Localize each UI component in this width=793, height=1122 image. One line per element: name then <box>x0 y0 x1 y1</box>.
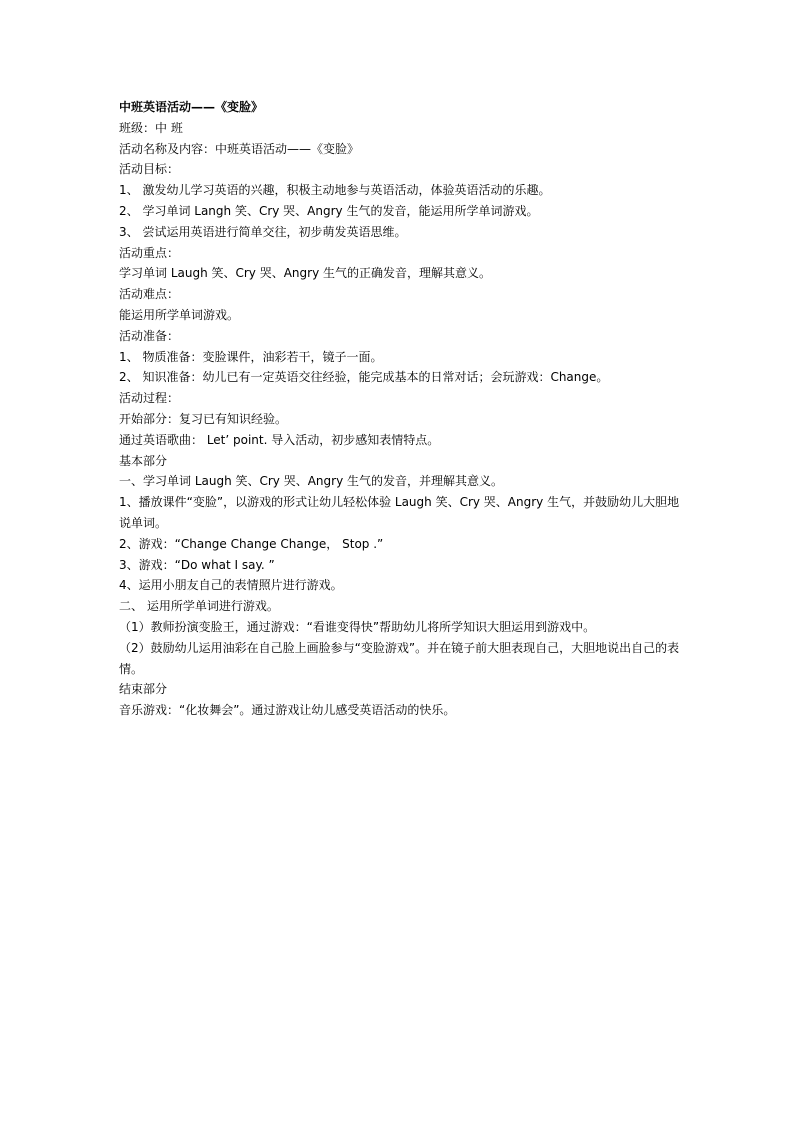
opening-text: 开始部分：复习已有知识经验。 <box>119 411 288 426</box>
document-page <box>119 97 684 721</box>
goal-item-1: 1、 激发幼儿学习英语的兴趣，积极主动地参与英语活动，体验英语活动的乐趣。 <box>119 183 551 198</box>
preparation-item-2: 2、 知识准备：幼儿已有一定英语交往经验，能完成基本的日常对话；会玩游戏：Change。 <box>119 370 609 385</box>
document-section-1 <box>119 118 684 492</box>
courseware-paragraph: 1、播放课件“变脸”，以游戏的形式让幼儿轻松体验 Laugh 笑、Cry 哭、Angry 生气，并鼓励幼儿大胆地说单词。 <box>119 495 680 530</box>
difficulties-heading: 活动难点： <box>119 287 180 302</box>
teacher-game-line: （1）教师扮演变脸王，通过游戏：“看谁变得快”帮助幼儿将所学知识大胆运用到游戏中。 <box>119 619 596 634</box>
document-section-3 <box>119 679 684 721</box>
ending-text: 音乐游戏：“化妆舞会”。通过游戏让幼儿感受英语活动的快乐。 <box>119 703 456 718</box>
game-photos-line: 4、运用小朋友自己的表情照片进行游戏。 <box>119 578 343 593</box>
basic-item-2: 二、 运用所学单词进行游戏。 <box>119 599 279 614</box>
document-title: 中班英语活动——《变脸》 <box>119 100 264 114</box>
key-points-text: 学习单词 Laugh 笑、Cry 哭、Angry 生气的正确发音，理解其意义。 <box>119 266 492 281</box>
goal-item-3: 3、 尝试运用英语进行简单交往，初步萌发英语思维。 <box>119 224 407 239</box>
game-do-what-line: 3、游戏：“Do what I say. ” <box>119 557 275 572</box>
ending-heading: 结束部分 <box>119 682 168 697</box>
process-heading: 活动过程： <box>119 391 180 406</box>
goals-heading: 活动目标： <box>119 162 180 177</box>
preparation-heading: 活动准备： <box>119 328 180 343</box>
document-section-2 <box>119 534 684 638</box>
key-points-heading: 活动重点： <box>119 245 180 260</box>
face-paint-paragraph: （2）鼓励幼儿运用油彩在自己脸上画脸参与“变脸游戏”。并在镜子前大胆表现自己，大胆地说出自己的表情。 <box>119 640 680 676</box>
basic-section-heading: 基本部分 <box>119 453 168 468</box>
activity-name-line: 活动名称及内容：中班英语活动——《变脸》 <box>119 141 360 156</box>
song-text: 通过英语歌曲： Let’ point. 导入活动，初步感知表情特点。 <box>119 432 440 447</box>
game-change-line: 2、游戏：“Change Change Change， Stop .” <box>119 536 384 551</box>
basic-item-1: 一、学习单词 Laugh 笑、Cry 哭、Angry 生气的发音，并理解其意义。 <box>119 474 504 489</box>
difficulties-text: 能运用所学单词游戏。 <box>119 307 240 322</box>
class-line: 班级：中 班 <box>119 120 183 135</box>
preparation-item-1: 1、 物质准备：变脸课件，油彩若干，镜子一面。 <box>119 349 383 364</box>
goal-item-2: 2、 学习单词 Langh 笑、Cry 哭、Angry 生气的发音，能运用所学单词游戏。 <box>119 203 539 218</box>
